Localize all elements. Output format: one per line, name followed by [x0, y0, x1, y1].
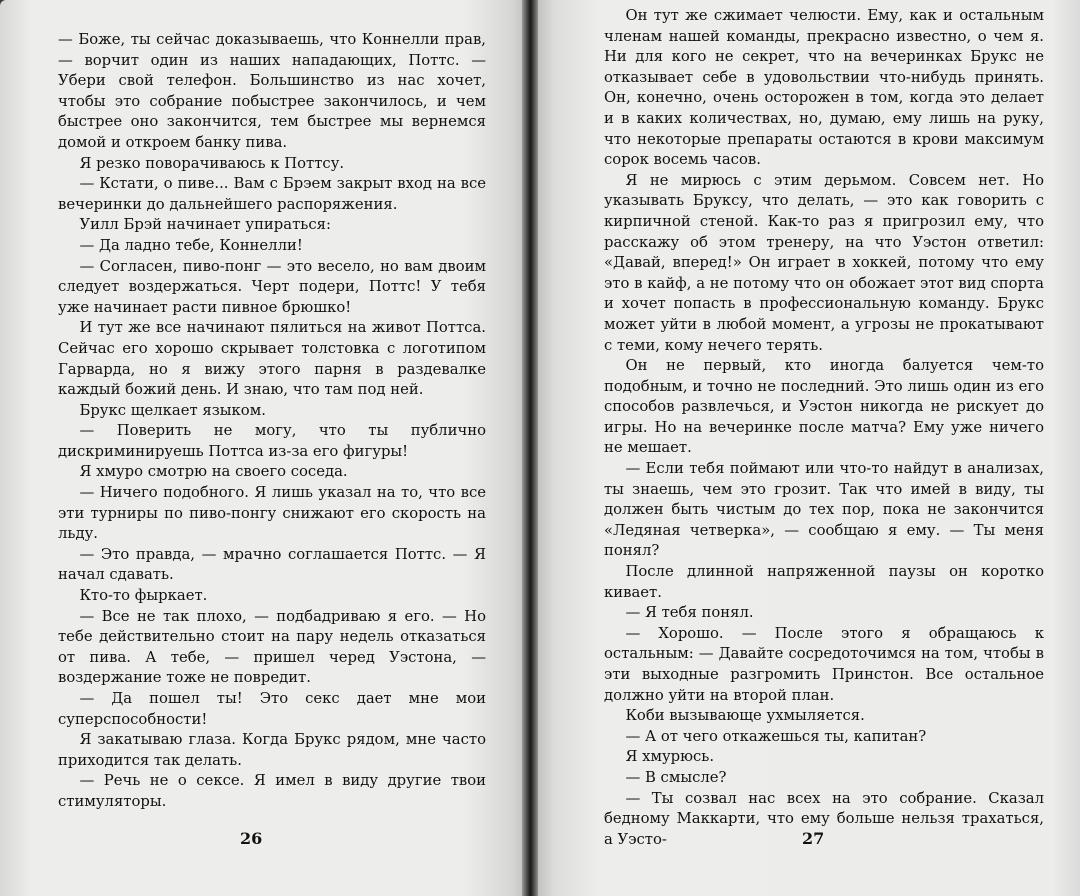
page-number: 27	[802, 829, 825, 848]
paragraph: — Все не так плохо, — подбадриваю я его. — Но тебе действительно стоит на пару недель отказаться от пива. А тебе, — пришел черед Уэстона, — воздержание тоже не повредит.	[58, 607, 486, 687]
paragraph: — Боже, ты сейчас доказываешь, что Коннелли прав, — ворчит один из наших нападающих, Поттс. — Убери свой телефон. Большинство из нас хочет, чтобы это собрание побыстрее закончилось, и чем быстрее оно закончится, тем быстрее мы вернемся домой и откроем банку пива.	[58, 31, 486, 151]
paragraph: Брукс щелкает языком.	[79, 401, 266, 419]
left-page	[0, 0, 528, 896]
paragraph: — В смысле?	[625, 768, 727, 786]
left-page-text	[58, 30, 486, 813]
paragraph: Я не мирюсь с этим дерьмом. Совсем нет. Но указывать Бруксу, что делать, — это как говорить с кирпичной стеной. Как-то раз я пригрозил ему, что расскажу об этом тренеру, на что Уэстон ответил: «Давай, вперед!» Он играет в хоккей, потому что ему это в кайф, а не потому что он обожает этот вид спорта и хочет попасть в профессиональную команду. Брукс может уйти в любой момент, а угрозы не прокатывают с теми, кому нечего терять.	[604, 171, 1044, 354]
paragraph: — Поверить не могу, что ты публично дискриминируешь Поттса из-за его фигуры!	[58, 422, 486, 460]
paragraph: — Да пошел ты! Это секс дает мне мои суперспособности!	[58, 690, 486, 728]
paragraph: — Речь не о сексе. Я имел в виду другие твои стимуляторы.	[58, 772, 486, 810]
paragraph: — Хорошо. — После этого я обращаюсь к остальным: — Давайте сосредоточимся на том, чтобы в эти выходные разгромить Принстон. Все остальное должно уйти на второй план.	[604, 624, 1044, 704]
paragraph: Я хмуро смотрю на своего соседа.	[79, 463, 348, 481]
paragraph: — Если тебя поймают или что-то найдут в анализах, ты знаешь, чем это грозит. Так что имей в виду, ты должен быть чистым до тех пор, пока не закончится «Ледяная четверка», — сообщаю я ему. — Ты меня понял?	[604, 460, 1044, 560]
paragraph: Я хмурюсь.	[625, 748, 715, 766]
paragraph: — А от чего откажешься ты, капитан?	[625, 727, 927, 745]
page-number: 26	[240, 829, 263, 848]
book-gutter	[522, 0, 538, 896]
right-page-text	[604, 6, 1044, 850]
paragraph: — Согласен, пиво-понг — это весело, но вам двоим следует воздержаться. Черт подери, Поттс! У тебя уже начинает расти пивное брюшко!	[58, 257, 486, 316]
paragraph: — Я тебя понял.	[625, 604, 754, 622]
right-page	[532, 0, 1080, 896]
paragraph: — Ты созвал нас всех на это собрание. Сказал бедному Маккарти, что ему больше нельзя трахаться, а Уэсто-	[604, 789, 1044, 848]
paragraph: Кто-то фыркает.	[79, 587, 208, 605]
paragraph: Он не первый, кто иногда балуется чем-то подобным, и точно не последний. Это лишь один из его способов развлечься, и Уэстон никогда не рискует до игры. Но на вечеринке после матча? Ему уже ничего не мешает.	[604, 357, 1044, 457]
paragraph: Он тут же сжимает челюсти. Ему, как и остальным членам нашей команды, прекрасно известно, о чем я. Ни для кого не секрет, что на вечеринках Брукс не отказывает себе в удовольствии что-нибудь принять. Он, конечно, очень осторожен в том, когда это делает и в каких количествах, но, думаю, ему лишь на руку, что некоторые препараты остаются в крови максимум сорок восемь часов.	[604, 7, 1044, 169]
paragraph: — Да ладно тебе, Коннелли!	[79, 236, 303, 254]
paragraph: — Это правда, — мрачно соглашается Поттс. — Я начал сдавать.	[58, 545, 486, 584]
paragraph: — Ничего подобного. Я лишь указал на то, что все эти турниры по пиво-понгу снижают его скорость на льду.	[58, 484, 486, 543]
paragraph: Я закатываю глаза. Когда Брукс рядом, мне часто приходится так делать.	[58, 731, 486, 769]
paragraph: После длинной напряженной паузы он коротко кивает.	[604, 563, 1044, 601]
paragraph: Уилл Брэй начинает упираться:	[79, 216, 331, 234]
paragraph: И тут же все начинают пялиться на живот Поттса. Сейчас его хорошо скрывает толстовка с логотипом Гарварда, но я вижу этого парня в раздевалке каждый божий день. И знаю, что там под ней.	[58, 319, 486, 399]
paragraph: — Кстати, о пиве... Вам с Брэем закрыт вход на все вечеринки до дальнейшего распоряжения.	[58, 175, 486, 213]
paragraph: Я резко поворачиваюсь к Поттсу.	[79, 154, 345, 172]
paragraph: Коби вызывающе ухмыляется.	[625, 707, 865, 725]
